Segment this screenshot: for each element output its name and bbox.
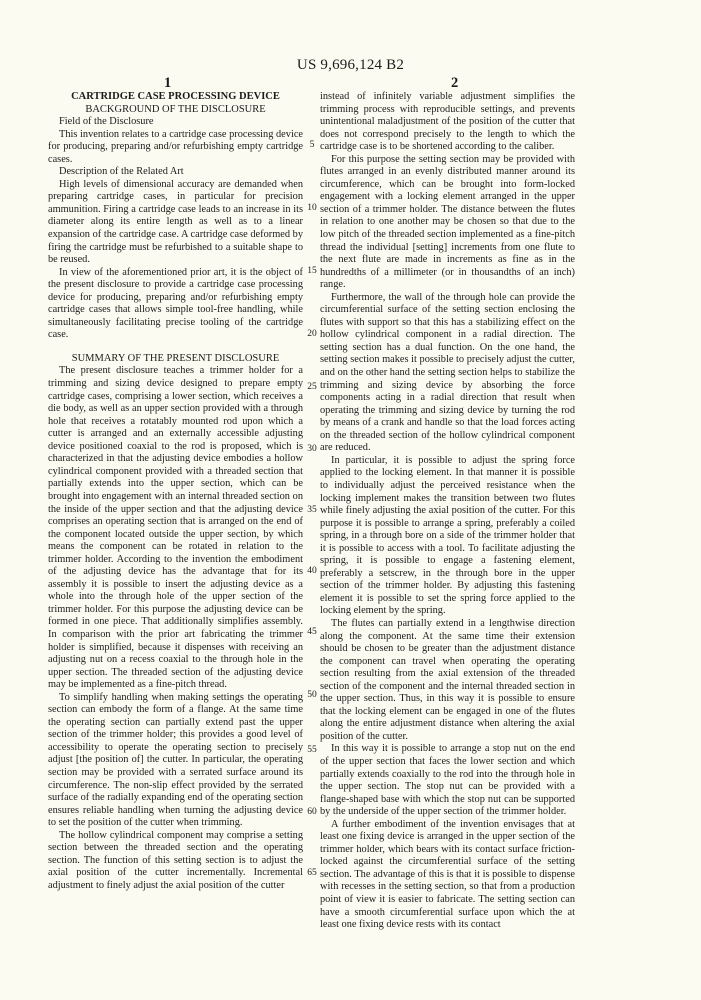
- line-number: 25: [307, 382, 317, 392]
- related-art-heading: Description of the Related Art: [59, 166, 184, 178]
- paragraph: In particular, it is possible to adjust the spring force applied to the locking element. In that manner it is possible to individually adjust the perceived resistance when the locking implement makes the transition between two flutes while finely adjusting the axial position of the cutter. For this purpose it is possible to arrange a spring, preferably a coiled spring, in a through bore on a side of the trimmer holder that it is possible to access with a tool. To facilitate adjusting the spring, it is possible to engage a fastening element, preferably a setscrew, in the through bore in the upper section of the trimmer holder. By adjusting this fastening element it is possible to set the spring force applied to the locking element by the spring.: [320, 454, 575, 617]
- paragraph: For this purpose the setting section may be provided with flutes arranged in an evenly distributed manner around its circumference, which can be brought into form-locked engagement with a locking element arranged in the upper section of a trimmer holder. The distance between the flutes in relation to one another may be chosen so that due to the low pitch of the threaded section implemented as a fine-pitch thread the individual [setting] increments from one flute to the next flute are made in increments as fine as in the hundredths of a millimeter (or in thousandths of an inch) range.: [320, 153, 575, 291]
- line-number: 35: [307, 505, 317, 515]
- column-number-right: 2: [451, 75, 459, 91]
- line-number: 30: [307, 444, 317, 454]
- column-number-left: 1: [164, 75, 172, 91]
- line-number: 65: [307, 868, 317, 878]
- line-number: 20: [307, 329, 317, 339]
- paragraph: In this way it is possible to arrange a stop nut on the end of the upper section that faces the lower section and which partially extends coaxially to the rod into the through hole in the upper section. The stop nut can be provided with a flange-shaped base with which the stop nut can be supported by the underside of the upper section of the trimmer holder.: [320, 743, 575, 818]
- document-title: CARTRIDGE CASE PROCESSING DEVICE: [71, 91, 280, 102]
- line-number: 50: [307, 690, 317, 700]
- line-number: 5: [309, 140, 315, 150]
- line-number: 60: [307, 807, 317, 817]
- paragraph: Furthermore, the wall of the through hole can provide the circumferential surface of the setting section enclosing the flutes with support so that this has a stabilizing effect on the hollow cylindrical component in a radial direction. The setting section has a dual function. On the one hand, the setting section makes it possible to precisely adjust the cutter, and on the other hand the setting section helps to stabilize the trimming and sizing device by absorbing the force components acting in a radial direction that result when operating the trimming and sizing device by turning the rod by means of a crank and handle so that the load forces acting on the threaded section of the hollow cylindrical component are reduced.: [320, 291, 575, 454]
- summary-heading: SUMMARY OF THE PRESENT DISCLOSURE: [71, 352, 280, 364]
- paragraph: This invention relates to a cartridge case processing device for producing, preparing and/or refurbishing empty cartridge cases.: [48, 128, 303, 165]
- line-number: 45: [307, 627, 317, 637]
- paragraph: The hollow cylindrical component may comprise a setting section between the threaded section and the operating section. The function of this setting section is to adjust the axial position of the cutter incrementally. Incremental adjustment to finely adjust the axial position of the cutter: [48, 829, 303, 891]
- line-number: 55: [307, 745, 317, 755]
- right-column: [320, 91, 575, 932]
- paragraph: High levels of dimensional accuracy are demanded when preparing cartridge cases, in particular for precision ammunition. Firing a cartridge case leads to an increase in its diameter along its entire length as well as to a linear expansion of the cartridge case. A cartridge case deformed by firing the cartridge must be refurbished to a suitable shape to be reused.: [48, 178, 303, 266]
- paragraph: A further embodiment of the invention envisages that at least one fixing device is arranged in the upper section of the trimmer holder, which bears with its contact surface friction-locked against the circumferential surface of the setting section. The advantage of this is that it is possible to dispense with recesses in the setting section, so that from a production point of view it is easier to fabricate. The setting section can have a smooth circumferential surface upon which the at least one fixing device rests with its contact: [320, 818, 575, 931]
- left-column: [48, 91, 303, 892]
- line-number: 15: [307, 266, 317, 276]
- paragraph: To simplify handling when making settings the operating section can embody the form of a flange. At the same time the operating section can partially extend past the upper section of the trimmer holder; this provides a good level of accessibility to operate the operating section to precisely adjust [the position of] the cutter. In particular, the operating section may be provided with a serrated surface around its circumference. The non-slip effect provided by the serrated surface of the radially expanding end of the operating section ensures reliable handling when turning the adjusting device to set the position of the cutter when trimming.: [48, 691, 303, 829]
- background-heading: BACKGROUND OF THE DISCLOSURE: [85, 103, 266, 115]
- paragraph: The flutes can partially extend in a lengthwise direction along the component. At the same time their extension should be chosen to be greater than the adjustment distance the component can travel when operating the operating section resulting from the axial extension of the threaded section of the component and the internal threaded section in the upper section. Thus, in this way it is possible to ensure that the locking element can be engaged in one of the flutes along the entire adjustment distance when altering the axial position of the cutter.: [320, 617, 575, 742]
- line-number: 10: [307, 203, 317, 213]
- field-heading: Field of the Disclosure: [59, 116, 154, 128]
- paragraph: The present disclosure teaches a trimmer holder for a trimming and sizing device designed to prepare empty cartridge cases, comprising a lower section, which receives a die body, as well as an upper section provided with a through hole that receives a rotatably mounted rod upon which a cutter is arranged and an externally accessible adjusting device positioned coaxial to the rod is proposed, which is characterized in that the adjusting device embodies a hollow cylindrical component provided with a threaded section that partially extends into the upper section, which can be brought into engagement with an internal threaded section on the inside of the upper section and that the adjusting device comprises an operating section that is arranged on the end of the component located outside the upper section, by which means the component can be rotated in relation to the trimmer holder. According to the invention the embodiment of the adjusting device has the advantage that for its assembly it is possible to insert the adjusting device as a whole into the through hole of the upper section of the trimmer holder. For this purpose the adjusting device can be formed in one piece. That additionally simplifies assembly. In comparison with the prior art fabricating the trimmer holder is simplified, because it dispenses with receiving an adjusting nut on a recess coaxial to the through hole in the upper section. The threaded section of the adjusting device may be implemented as a fine-pitch thread.: [48, 365, 303, 691]
- paragraph: instead of infinitely variable adjustment simplifies the trimming process with reproducible settings, and prevents unintentional maladjustment of the position of the cutter that does not correspond precisely to the length to which the cartridge case is to be shortened according to the caliber.: [320, 91, 575, 153]
- paragraph: In view of the aforementioned prior art, it is the object of the present disclosure to provide a cartridge case processing device for producing, preparing and/or refurbishing empty cartridge cases that allows simple tool-free handling, while simultaneously facilitating precise tooling of the cartridge case.: [48, 266, 303, 341]
- line-number: 40: [307, 566, 317, 576]
- patent-number: US 9,696,124 B2: [296, 57, 405, 73]
